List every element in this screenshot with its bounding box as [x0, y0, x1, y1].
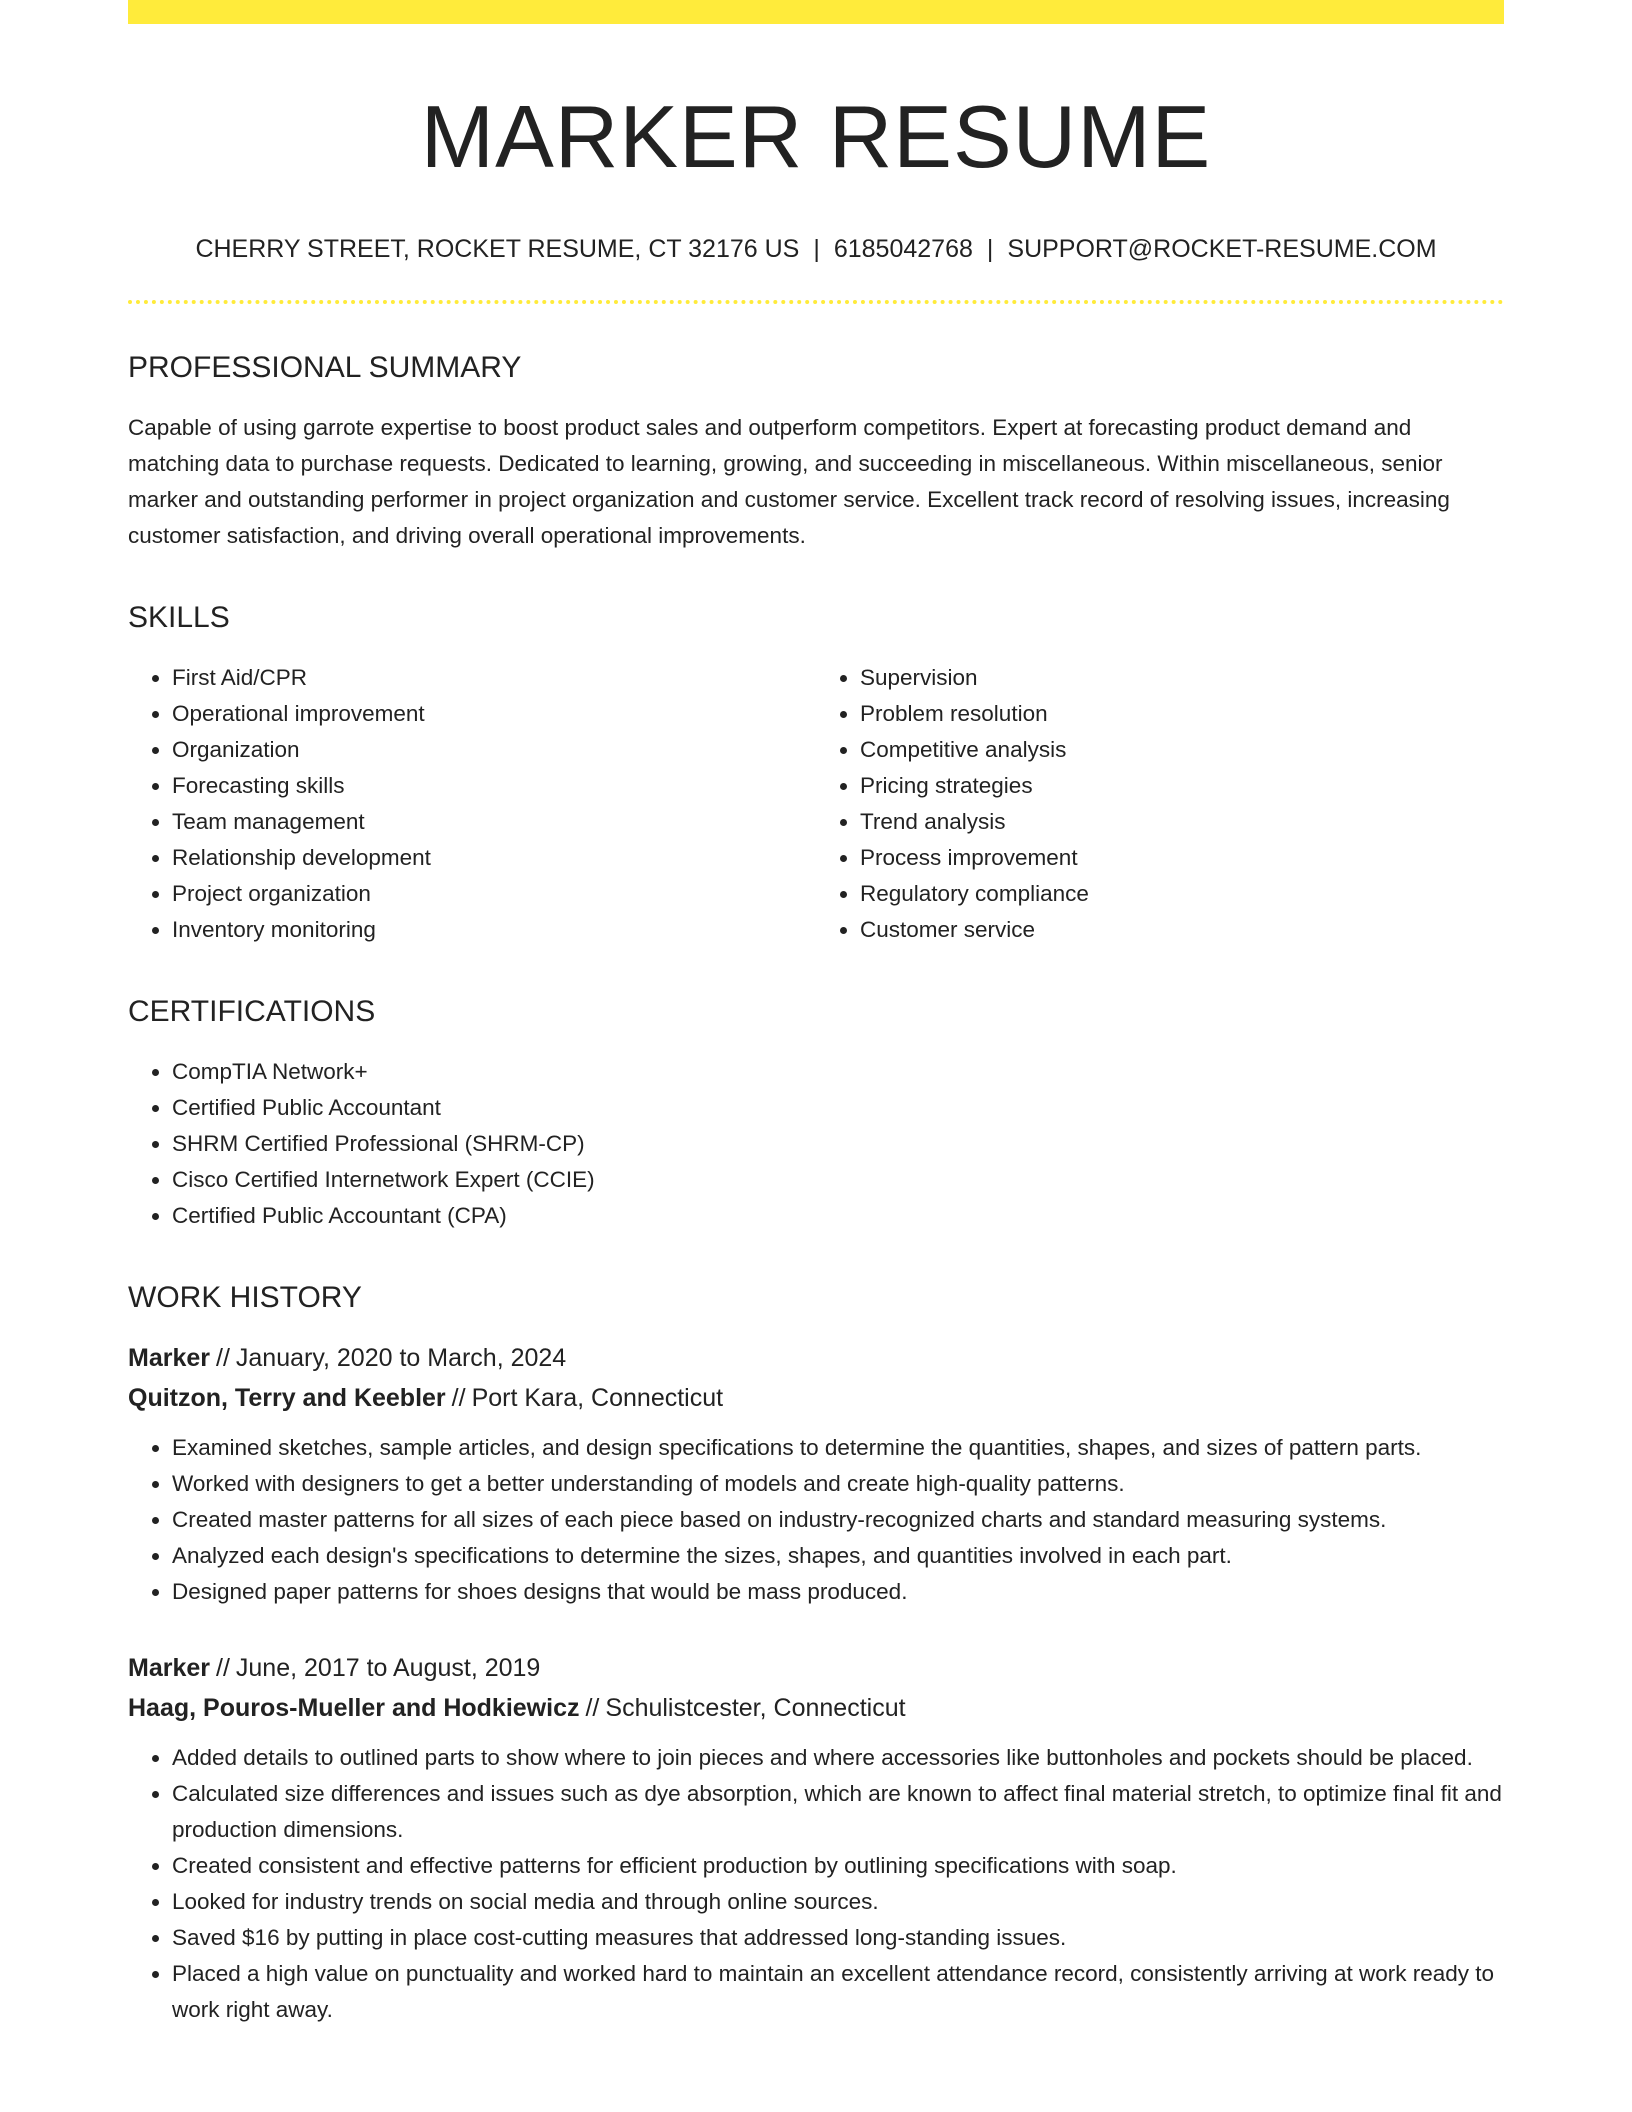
skills-grid	[128, 660, 1504, 948]
skill-item: • Relationship development	[172, 840, 816, 876]
job-bullet: • Placed a high value on punctuality and worked hard to maintain an excellent attendance record, consistently arriving at work ready to work right away.	[172, 1956, 1504, 2028]
resume-page	[128, 0, 1504, 2028]
job-entry	[128, 1648, 1504, 2028]
job-bullet: • Added details to outlined parts to show where to join pieces and where accessories like buttonholes and pockets should be placed.	[172, 1740, 1504, 1776]
certification-item: • SHRM Certified Professional (SHRM-CP)	[172, 1126, 1504, 1162]
contact-separator: |	[813, 234, 820, 263]
skill-item: • Pricing strategies	[860, 768, 1504, 804]
summary-heading: PROFESSIONAL SUMMARY	[128, 350, 522, 384]
certifications-heading: CERTIFICATIONS	[128, 994, 376, 1028]
skills-left-list	[128, 660, 816, 948]
skill-item: • First Aid/CPR	[172, 660, 816, 696]
skill-item: • Process improvement	[860, 840, 1504, 876]
job-dates: June, 2017 to August, 2019	[235, 1653, 541, 1682]
job-bullet: • Examined sketches, sample articles, and design specifications to determine the quantities, shapes, and sizes of pattern parts.	[172, 1430, 1504, 1466]
skill-item: • Operational improvement	[172, 696, 816, 732]
skill-item: • Competitive analysis	[860, 732, 1504, 768]
job-bullet: • Calculated size differences and issues such as dye absorption, which are known to affect final material stretch, to optimize final fit and production dimensions.	[172, 1776, 1504, 1848]
skill-item: • Organization	[172, 732, 816, 768]
skill-item: • Team management	[172, 804, 816, 840]
job-location: Schulistcester, Connecticut	[605, 1693, 906, 1722]
job-company: Haag, Pouros-Mueller and Hodkiewicz	[128, 1693, 580, 1722]
contact-separator: |	[986, 234, 994, 263]
certification-item: • Certified Public Accountant	[172, 1090, 1504, 1126]
contact-phone[interactable]: 6185042768	[833, 234, 973, 263]
job-role: Marker	[128, 1653, 210, 1682]
job-divider: //	[451, 1383, 466, 1412]
job-divider: //	[216, 1653, 230, 1682]
job-entry	[128, 1338, 1504, 1610]
job-bullet: • Saved $16 by putting in place cost-cutting measures that addressed long-standing issues.	[172, 1920, 1504, 1956]
job-divider: //	[216, 1343, 230, 1372]
certification-item: • Certified Public Accountant (CPA)	[172, 1198, 1504, 1234]
job-divider: //	[585, 1693, 600, 1722]
skill-item: • Trend analysis	[860, 804, 1504, 840]
skill-item: • Problem resolution	[860, 696, 1504, 732]
job-location: Port Kara, Connecticut	[471, 1383, 724, 1412]
work-history-heading: WORK HISTORY	[128, 1280, 362, 1314]
job-role: Marker	[128, 1343, 210, 1372]
job-bullet: • Created consistent and effective patterns for efficient production by outlining specifications with soap.	[172, 1848, 1504, 1884]
accent-top-bar	[128, 0, 1504, 24]
job-company-line	[128, 1688, 1504, 1728]
certification-item: • CompTIA Network+	[172, 1054, 1504, 1090]
skills-right-list	[816, 660, 1504, 948]
contact-email[interactable]: SUPPORT@ROCKET-RESUME.COM	[1007, 234, 1437, 263]
job-role-line	[128, 1338, 1504, 1378]
skill-item: • Supervision	[860, 660, 1504, 696]
contact-address: CHERRY STREET, ROCKET RESUME, CT 32176 US	[195, 234, 800, 263]
skill-item: • Regulatory compliance	[860, 876, 1504, 912]
job-bullets	[128, 1430, 1504, 1610]
job-bullet: • Worked with designers to get a better understanding of models and create high-quality patterns.	[172, 1466, 1504, 1502]
job-role-line	[128, 1648, 1504, 1688]
job-bullets	[128, 1740, 1504, 2028]
skill-item: • Project organization	[172, 876, 816, 912]
job-bullet: • Analyzed each design's specifications to determine the sizes, shapes, and quantities involved in each part.	[172, 1538, 1504, 1574]
resume-name: MARKER RESUME	[420, 87, 1212, 186]
skill-item: • Forecasting skills	[172, 768, 816, 804]
job-company: Quitzon, Terry and Keebler	[128, 1383, 446, 1412]
skill-item: • Inventory monitoring	[172, 912, 816, 948]
job-bullet: • Created master patterns for all sizes of each piece based on industry-recognized charts and standard measuring systems.	[172, 1502, 1504, 1538]
summary-text: Capable of using garrote expertise to boost product sales and outperform competitors. Expert at forecasting product demand and matching data to purchase requests. Dedicated to learning, growing, and succeeding in miscellaneous. Within miscellaneous, senior marker and outstanding performer in project organization and customer service. Excellent track record of resolving issues, increasing customer satisfaction, and driving overall operational improvements.	[128, 414, 1450, 548]
job-company-line	[128, 1378, 1504, 1418]
certifications-list	[128, 1054, 1504, 1234]
job-dates: January, 2020 to March, 2024	[235, 1343, 567, 1372]
job-bullet: • Designed paper patterns for shoes designs that would be mass produced.	[172, 1574, 1504, 1610]
skills-heading: SKILLS	[128, 600, 230, 634]
job-bullet: • Looked for industry trends on social media and through online sources.	[172, 1884, 1504, 1920]
skill-item: • Customer service	[860, 912, 1504, 948]
certification-item: • Cisco Certified Internetwork Expert (CCIE)	[172, 1162, 1504, 1198]
contact-line	[128, 234, 1504, 264]
header-divider	[128, 300, 1504, 304]
